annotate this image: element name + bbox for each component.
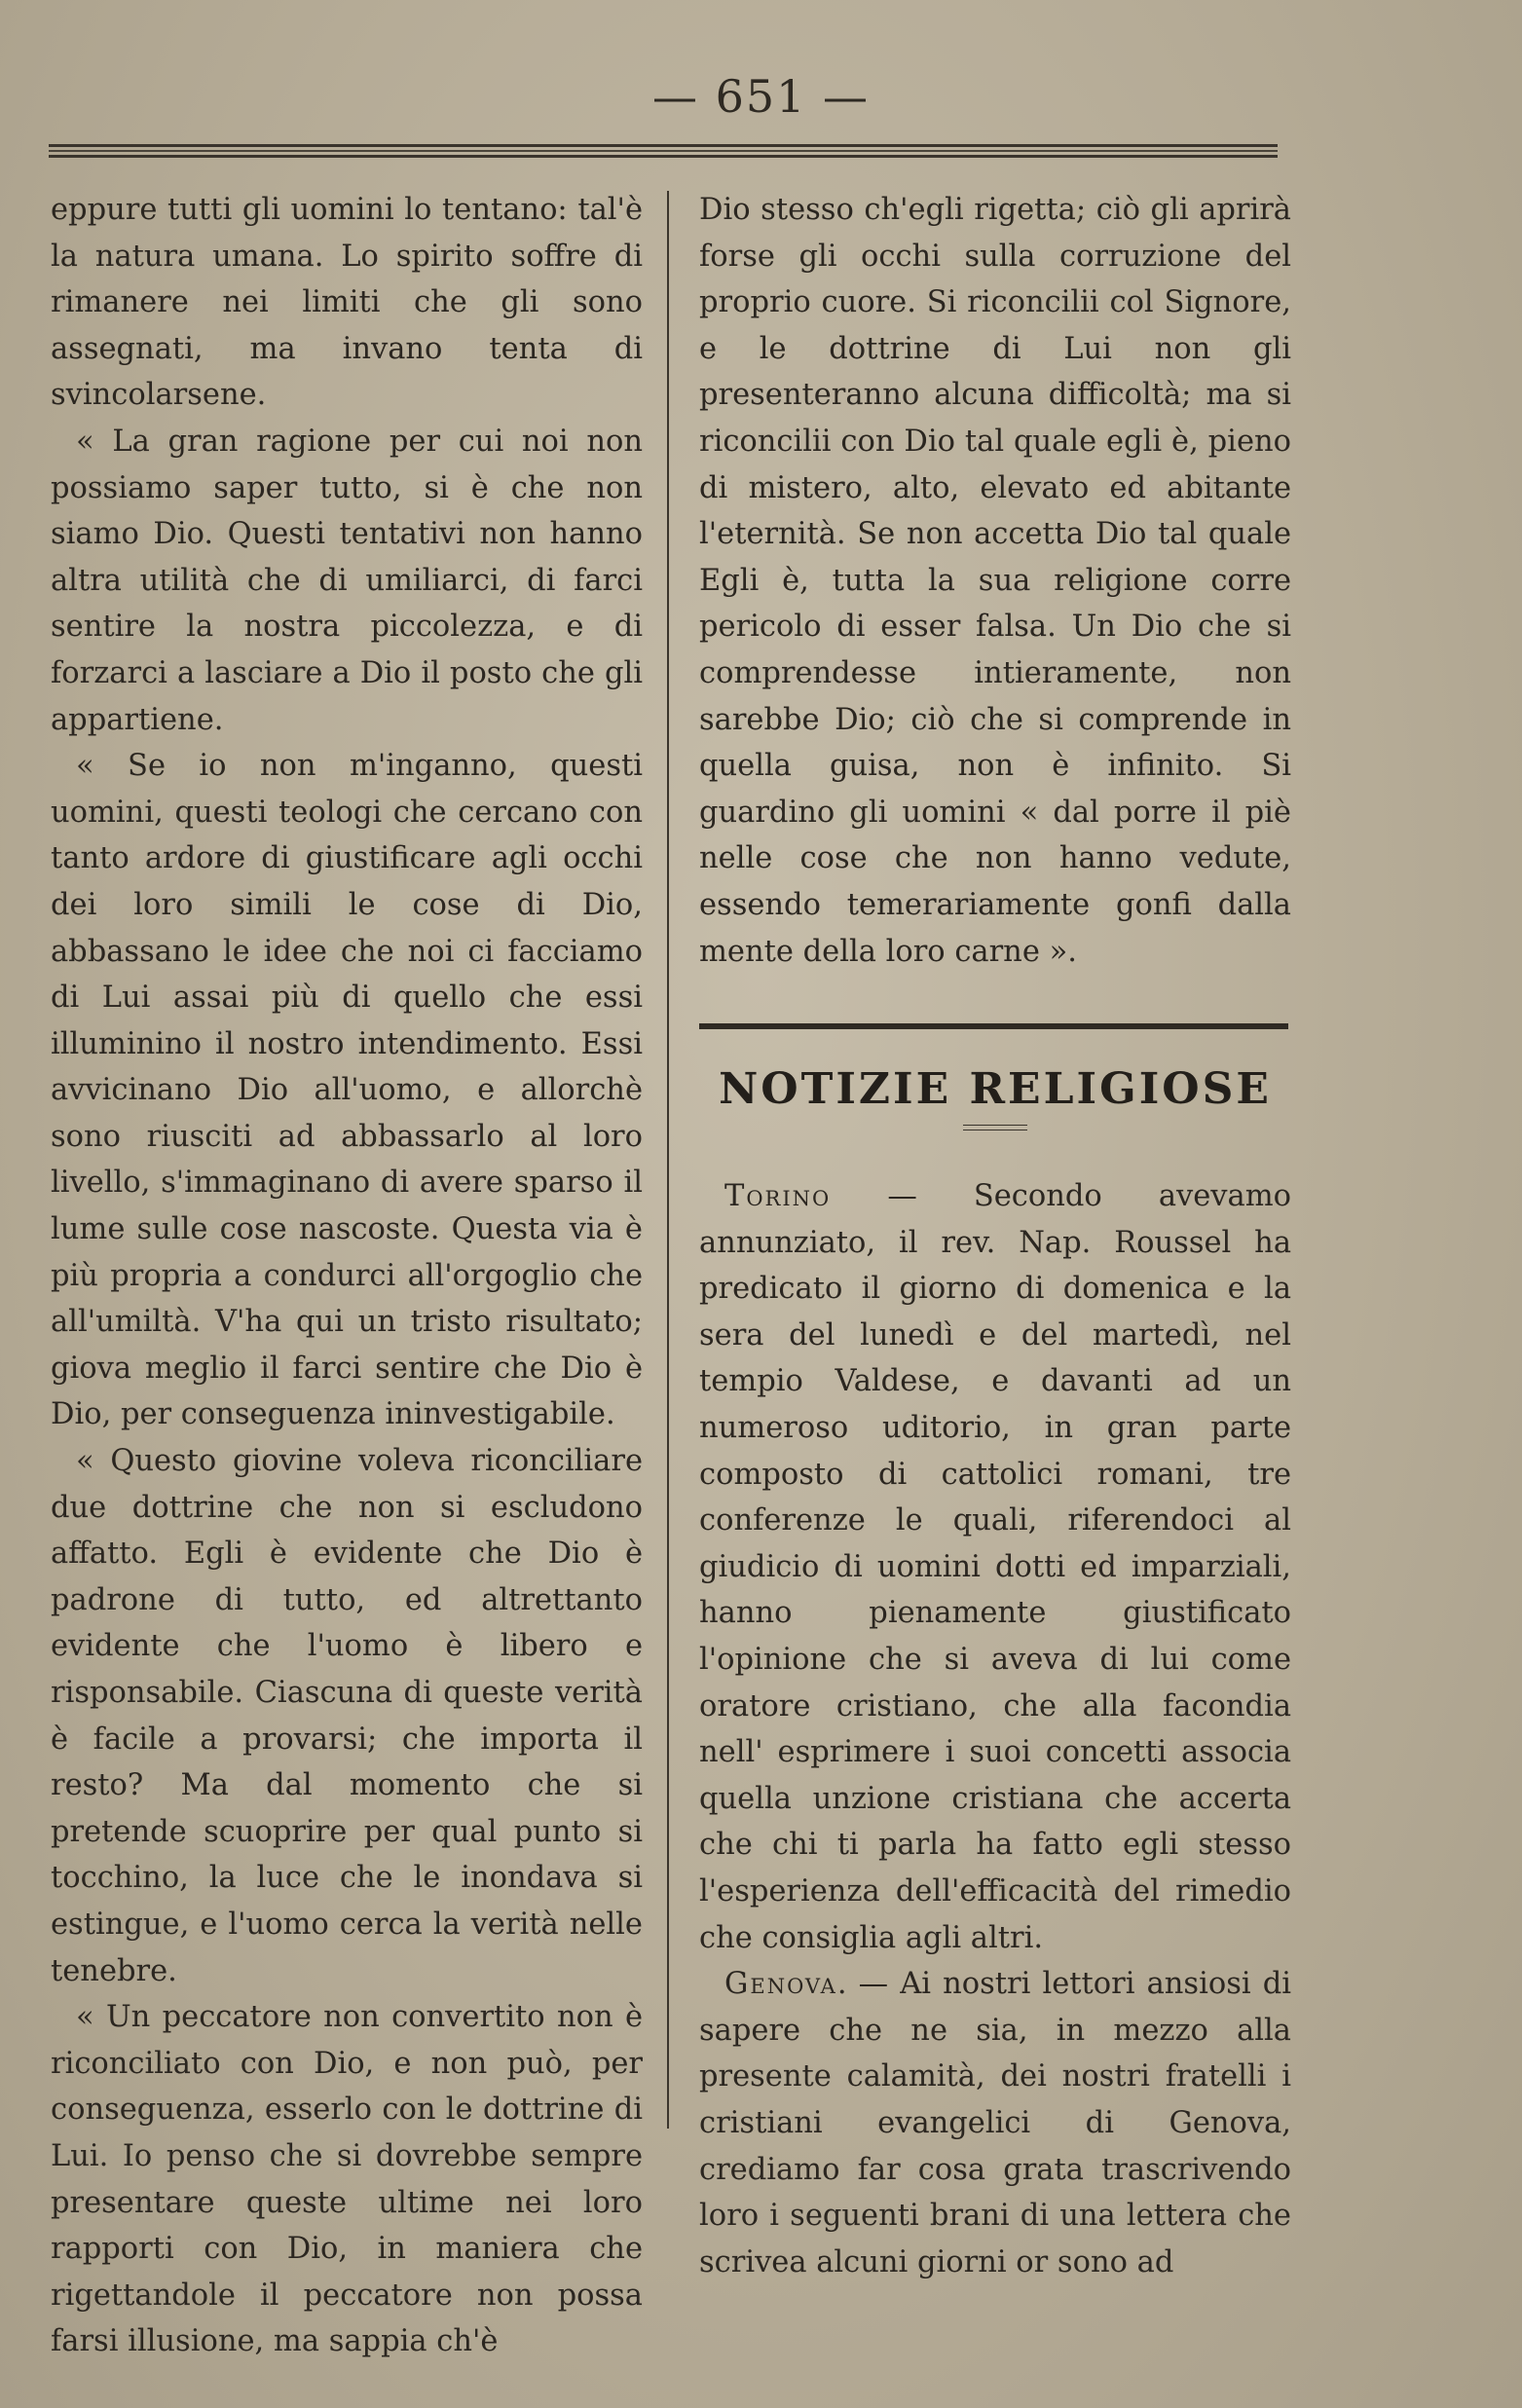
news-place-torino: Torino — [724, 1179, 832, 1214]
header-double-rule — [49, 144, 1278, 158]
news-place-genova: Genova — [724, 1967, 837, 2002]
right-paragraph-1: Dio stesso ch'egli rigetta; ciò gli aprirà forse gli occhi sulla corruzione del proprio cuore. Si riconcilii col Signore, e le dottrine di Lui non gli presenteranno alcuna difficoltà; ma si riconcilii con Dio tal quale egli è, pieno di mistero, alto, elevato ed abitante l'eternità. Se non accetta Dio tal quale Egli è, tutta la sua religione corre pericolo di esser falsa. Un Dio che si comprendesse intieramente, non sarebbe Dio; ciò che si comprende in quella guisa, non è infinito. Si guardino gli uomini « dal porre il piè nelle cose che non hanno vedute, essendo temerariamente gonfi dalla mente della loro carne ». — [699, 193, 1291, 969]
news-text-torino: — Secondo avevamo annunziato, il rev. Nap. Roussel ha predicato il giorno di domenica e la sera del lunedì e del martedì, nel tempio Valdese, e davanti ad un numeroso uditorio, in gran parte composto di cattolici romani, tre conferenze le quali, riferendoci al giudicio di uomini dotti ed imparziali, hanno pienamente giustificato l'opinione che si aveva di lui come oratore cristiano, che alla facondia nell' esprimere i suoi concetti associa quella unzione cristiana che accerta che chi ti parla ha fatto egli stesso l'esperienza dell'efficacità del rimedio che consiglia agli altri. — [699, 1179, 1291, 1955]
left-paragraph-1: eppure tutti gli uomini lo tentano: tal'è la natura umana. Lo spirito soffre di rimanere nei limiti che gli sono assegnati, ma invano tenta di svincolarsene. — [51, 193, 643, 413]
news-text-genova: . — Ai nostri lettori ansiosi di sapere che ne sia, in mezzo alla presente calamità, dei nostri fratelli i cristiani evangelici di Genova, crediamo far cosa grata trascrivendo loro i seguenti brani di una lettera che scrivea alcuni giorni or sono ad — [699, 1967, 1291, 2279]
news-item-genova — [699, 1961, 1291, 2285]
news-item-torino — [699, 1173, 1291, 1961]
column-divider — [667, 191, 669, 2129]
page-number: — 651 — — [651, 70, 871, 123]
left-paragraph-2: « La gran ragione per cui noi non possiamo saper tutto, si è che non siamo Dio. Questi tentativi non hanno altra utilità che di umiliarci, di farci sentire la nostra piccolezza, e di forzarci a lasciare a Dio il posto che gli appartiene. — [51, 424, 643, 737]
left-column — [51, 187, 643, 2365]
right-column — [699, 187, 1291, 2285]
heading-underline — [963, 1125, 1027, 1130]
left-paragraph-4: « Questo giovine voleva riconciliare due dottrine che non si escludono affatto. Egli è evidente che Dio è padrone di tutto, ed altrettanto evidente che l'uomo è libero e risponsabile. Ciascuna di queste verità è facile a provarsi; che importa il resto? Ma dal momento che si pretende scuoprire per qual punto si tocchino, la luce che le inondava si estingue, e l'uomo cerca la verità nelle tenebre. — [51, 1444, 643, 1988]
left-paragraph-5: « Un peccatore non convertito non è riconciliato con Dio, e non può, per conseguenza, esserlo con le dottrine di Lui. Io penso che si dovrebbe sempre presentare queste ultime nei loro rapporti con Dio, in maniera che rigettandole il peccatore non possa farsi illusione, ma sappia ch'è — [51, 2000, 643, 2359]
left-paragraph-3: « Se io non m'inganno, questi uomini, questi teologi che cercano con tanto ardore di giustificare agli occhi dei loro simili le cose di Dio, abbassano le idee che noi ci facciamo di Lui assai più di quello che essi illuminino il nostro intendimento. Essi avvicinano Dio all'uomo, e allorchè sono riusciti ad abbassarlo al loro livello, s'immaginano di avere sparso il lume sulle cose nascoste. Questa via è più propria a condurci all'orgoglio che all'umiltà. V'ha qui un tristo risultato; giova meglio il farci sentire che Dio è Dio, per conseguenza ininvestigabile. — [51, 749, 643, 1432]
section-rule — [699, 1023, 1288, 1029]
section-heading: NOTIZIE RELIGIOSE — [719, 1064, 1272, 1115]
